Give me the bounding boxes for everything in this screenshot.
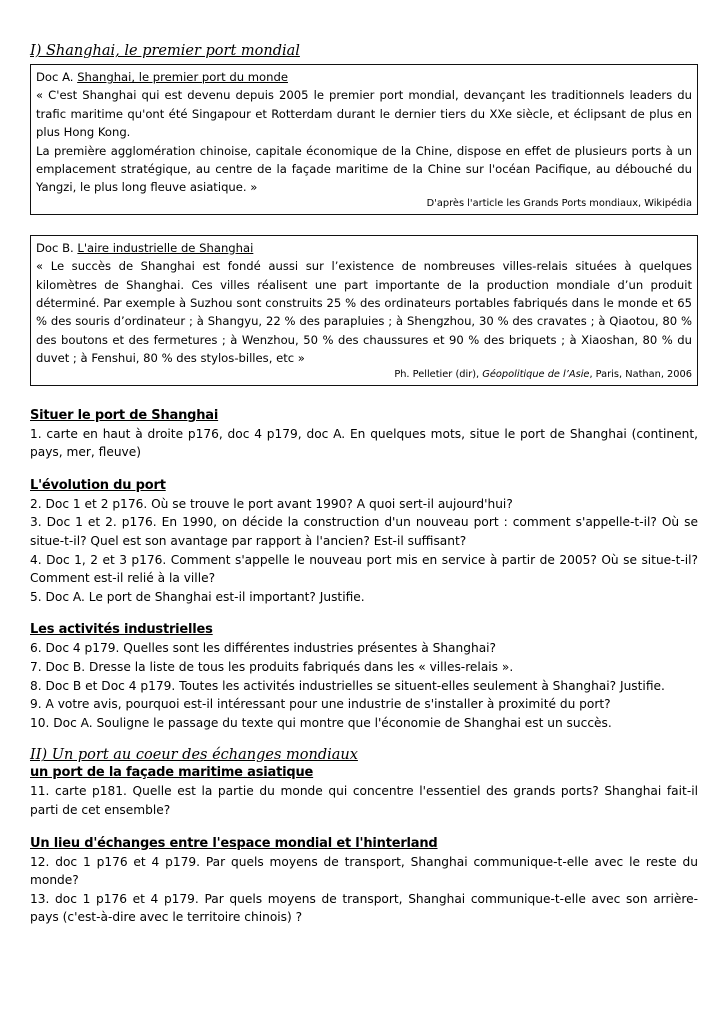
section-title-echanges: Un lieu d'échanges entre l'espace mondial et l'hinterland xyxy=(30,835,438,851)
question-8: 8. Doc B et Doc 4 p179. Toutes les activités industrielles se situent-elles seulement à Shanghai? Justifie. xyxy=(30,678,665,693)
question-13: 13. doc 1 p176 et 4 p179. Par quels moyens de transport, Shanghai communique-t-elle avec son arrière-pays (c'est-à-dire avec le territoire chinois) ? xyxy=(30,891,698,925)
doc-b-heading xyxy=(36,239,692,257)
doc-a-source: D'après l'article les Grands Ports mondiaux, Wikipédia xyxy=(426,197,692,209)
part1-title: I) Shanghai, le premier port mondial xyxy=(30,43,300,59)
doc-a-heading xyxy=(36,68,692,86)
question-9: 9. A votre avis, pourquoi est-il intéressant pour une industrie de s'installer à proximité du port? xyxy=(30,697,611,712)
question-11: 11. carte p181. Quelle est la partie du monde qui concentre l'essentiel des grands ports? Shanghai fait-il parti de cet ensemble? xyxy=(30,784,698,817)
question-6: 6. Doc 4 p179. Quelles sont les différentes industries présentes à Shanghai? xyxy=(30,641,497,656)
doc-b-label: Doc B. xyxy=(36,240,78,255)
doc-a-paragraph-1: « C'est Shanghai qui est devenu depuis 2005 le premier port mondial, devançant les traditionnels leaders du trafic maritime qu'ont été Singapour et Rotterdam durant le dernier tiers du XXe siècle, et éclipsant de plus en plus Hong Kong. xyxy=(36,88,692,140)
section-title-situer: Situer le port de Shanghai xyxy=(30,407,219,423)
question-10: 10. Doc A. Souligne le passage du texte qui montre que l'économie de Shanghai est un succès. xyxy=(30,715,612,730)
doc-b-source-author: Ph. Pelletier (dir), xyxy=(394,368,483,380)
doc-b-source-book: Géopolitique de l’Asie xyxy=(482,368,590,380)
section-title-facade: un port de la façade maritime asiatique xyxy=(30,765,314,781)
question-1: 1. carte en haut à droite p176, doc 4 p179, doc A. En quelques mots, situe le port de Shanghai (continent, pays, mer, fleuve) xyxy=(30,426,698,460)
doc-a-title: Shanghai, le premier port du monde xyxy=(77,70,288,84)
doc-a-paragraph-2: La première agglomération chinoise, capitale économique de la Chine, dispose en effet de plusieurs ports à un emplacement stratégique, au centre de la façade maritime de la Chine sur l'océan Pacifique, au débouché du Yangzi, le plus long fleuve asiatique. » xyxy=(36,143,692,195)
doc-a-label: Doc A. xyxy=(36,70,78,84)
doc-b-source xyxy=(36,368,692,382)
question-4: 4. Doc 1, 2 et 3 p176. Comment s'appelle le nouveau port mis en service à partir de 2005? Où se situe-t-il? Comment est-il relié à la ville? xyxy=(30,552,698,586)
doc-b-paragraph-1: « Le succès de Shanghai est fondé aussi sur l’existence de nombreuses villes-relais situées à quelques kilomètres de Shanghai. Ces villes réalisent une part importante de la production mondiale d’un produit déterminé. Par exemple à Suzhou sont construits 25 % des ordinateurs portables fabriqués dans le monde et 65 % des souris d’ordinateur ; à Shangyu, 22 % des parapluies ; à Shengzhou, 30 % des cravates ; à Qiaotou, 80 % des boutons et des fermetures ; à Wenzhou, 50 % des chaussures et 90 % des briquets ; à Xiaoshan, 80 % du duvet ; à Fenshui, 80 % des stylos-billes, etc » xyxy=(36,259,692,366)
question-7: 7. Doc B. Dresse la liste de tous les produits fabriqués dans les « villes-relais ». xyxy=(30,660,514,675)
doc-b-source-publisher: , Paris, Nathan, 2006 xyxy=(589,368,692,380)
doc-a-box xyxy=(30,64,698,215)
doc-b-box xyxy=(30,235,698,386)
part2-title: II) Un port au coeur des échanges mondiaux xyxy=(30,747,358,764)
doc-b-title: L'aire industrielle de Shanghai xyxy=(77,240,254,255)
question-3: 3. Doc 1 et 2. p176. En 1990, on décide la construction d'un nouveau port : comment s'appelle-t-il? Où se situe-t-il? Quel est son avantage par rapport à l'ancien? Est-il suffisant? xyxy=(30,515,698,549)
question-12: 12. doc 1 p176 et 4 p179. Par quels moyens de transport, Shanghai communique-t-elle avec le reste du monde? xyxy=(30,854,698,888)
section-title-activites: Les activités industrielles xyxy=(30,622,213,638)
worksheet xyxy=(30,40,698,927)
question-5: 5. Doc A. Le port de Shanghai est-il important? Justifie. xyxy=(30,589,365,604)
section-title-evolution: L'évolution du port xyxy=(30,477,166,493)
question-2: 2. Doc 1 et 2 p176. Où se trouve le port avant 1990? A quoi sert-il aujourd'hui? xyxy=(30,496,513,511)
